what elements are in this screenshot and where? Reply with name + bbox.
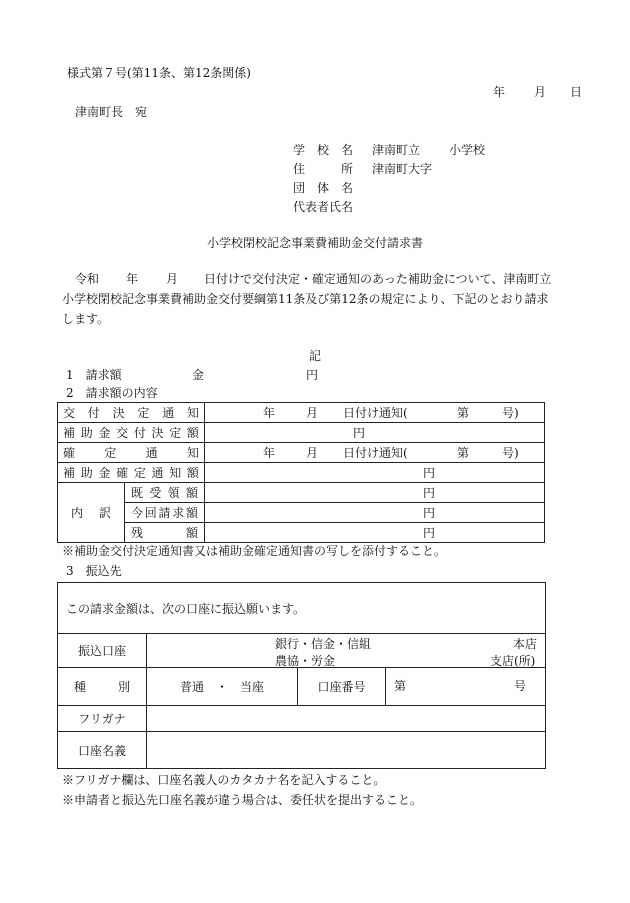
label-cell [58,403,205,423]
label-cell [58,443,205,463]
konkai-amount-cell[interactable] [205,503,545,523]
form-number: 様式第７号(第11条、第12条関係) [67,66,251,80]
date-month: 月 [534,85,547,99]
row3-month: 月 [306,446,319,460]
table-row [58,668,546,706]
group-label: 団 体 名 [293,181,354,195]
row3-go: 号) [502,446,519,460]
row3-dai: 第 [457,446,470,460]
shiten: 支店(所) [490,654,536,668]
table-row [58,583,546,634]
amount-table [57,402,545,543]
date-day: 日 [570,85,583,99]
request-text: この請求金額は、次の口座に振込願います。 [58,583,546,634]
sub-label-cell [125,523,205,543]
body-line3: します。 [62,312,110,326]
table-row [58,443,545,463]
number-cell[interactable] [386,668,546,706]
body-line2: 小学校閉校記念事業費補助金交付要綱第11条及び第12条の規定により、下記のとおり請求 [62,292,549,306]
konkai-label: 今 回 請 求 額 [131,506,198,520]
date-year: 年 [493,85,506,99]
notice-date-cell[interactable] [205,403,545,423]
address-label: 住 所 [293,162,354,176]
table-row [58,403,545,423]
label-cell [58,423,205,443]
section2-label: 2 請求額の内容 [66,386,158,400]
body-reiwa: 令和 [75,272,100,286]
type-options[interactable]: 普通 ・ 当座 [147,668,298,706]
sub-label-cell [125,483,205,503]
holder-input[interactable] [147,732,546,769]
furigana-label: フリガナ [58,706,147,732]
honten: 本店 [513,637,538,651]
table-row [58,463,545,483]
sub3-yen: 円 [423,526,436,540]
sub1-yen: 円 [423,486,436,500]
label-cell [58,463,205,483]
bank-types-2: 農協・労金 [275,654,336,668]
kijuryo-amount-cell[interactable] [205,483,545,503]
body-line1-rest: 日付けで交付決定・確定通知のあった補助金について、津南町立 [204,272,552,286]
table-row [58,503,545,523]
furigana-input[interactable] [147,706,546,732]
kakutei-tsuchi-label: 確 定 通 知 [63,446,199,460]
bank-cell[interactable] [147,634,546,668]
kakutei-date-cell[interactable] [205,443,545,463]
school-label: 学 校 名 [293,143,354,157]
note-attach: ※補助金交付決定通知書又は補助金確定通知書の写しを添付すること。 [62,544,447,558]
table-row [58,523,545,543]
row1-date-text: 日付け通知( [343,406,408,420]
kakutei-amount-cell[interactable] [205,463,545,483]
row3-date-text: 日付け通知( [343,446,408,460]
table-row [58,634,546,668]
sub2-yen: 円 [423,506,436,520]
account-table [57,582,546,769]
bank-types-1: 銀行・信金・信組 [275,637,372,651]
ki-mark: 記 [308,349,321,363]
section1-kin: 金 [192,368,205,382]
section1-yen: 円 [306,368,319,382]
body-month: 月 [166,272,179,286]
kakutei-gaku-label: 補 助 金 確 定 通 知 額 [63,466,199,480]
type-label: 種 別 [74,680,130,694]
row4-yen: 円 [423,466,436,480]
number-label: 口座番号 [298,668,386,706]
section1-label: 1 請求額 [66,368,122,382]
document-title: 小学校閉校記念事業費補助金交付請求書 [206,236,423,250]
row1-dai: 第 [457,406,470,420]
naiyaku-label: 内 訳 [71,506,111,520]
school-value-prefix: 津南町立 [372,143,421,157]
zangaku-label: 残 額 [131,526,198,540]
naiyaku-cell [58,483,125,543]
row1-go: 号) [502,406,519,420]
holder-label: 口座名義 [58,732,147,769]
addressee: 津南町長 宛 [75,105,148,119]
kettei-gaku-label: 補 助 金 交 付 決 定 額 [63,426,199,440]
row1-month: 月 [306,406,319,420]
number-dai: 第 [394,679,407,693]
table-row [58,732,546,769]
table-row [58,706,546,732]
row1-year: 年 [263,406,276,420]
account-label: 振込口座 [58,634,147,668]
number-go: 号 [514,679,527,693]
row3-year: 年 [263,446,276,460]
body-year: 年 [126,272,139,286]
kofu-kettei-tsuchi-label: 交 付 決 定 通 知 [63,406,199,420]
note-proxy: ※申請者と振込先口座名義が違う場合は、委任状を提出すること。 [62,793,423,807]
rep-label: 代表者氏名 [293,200,354,214]
address-value: 津南町大字 [372,162,433,176]
table-row [58,423,545,443]
kettei-amount-cell[interactable] [205,423,545,443]
sub-label-cell [125,503,205,523]
type-label-cell [58,668,147,706]
section3-label: 3 振込先 [66,564,122,578]
school-value-suffix: 小学校 [449,143,486,157]
zangaku-amount-cell[interactable] [205,523,545,543]
note-furigana: ※フリガナ欄は、口座名義人のカタカナ名を記入すること。 [62,773,386,787]
row2-yen: 円 [353,426,366,440]
table-row [58,483,545,503]
kijuryo-label: 既 受 領 額 [131,486,198,500]
